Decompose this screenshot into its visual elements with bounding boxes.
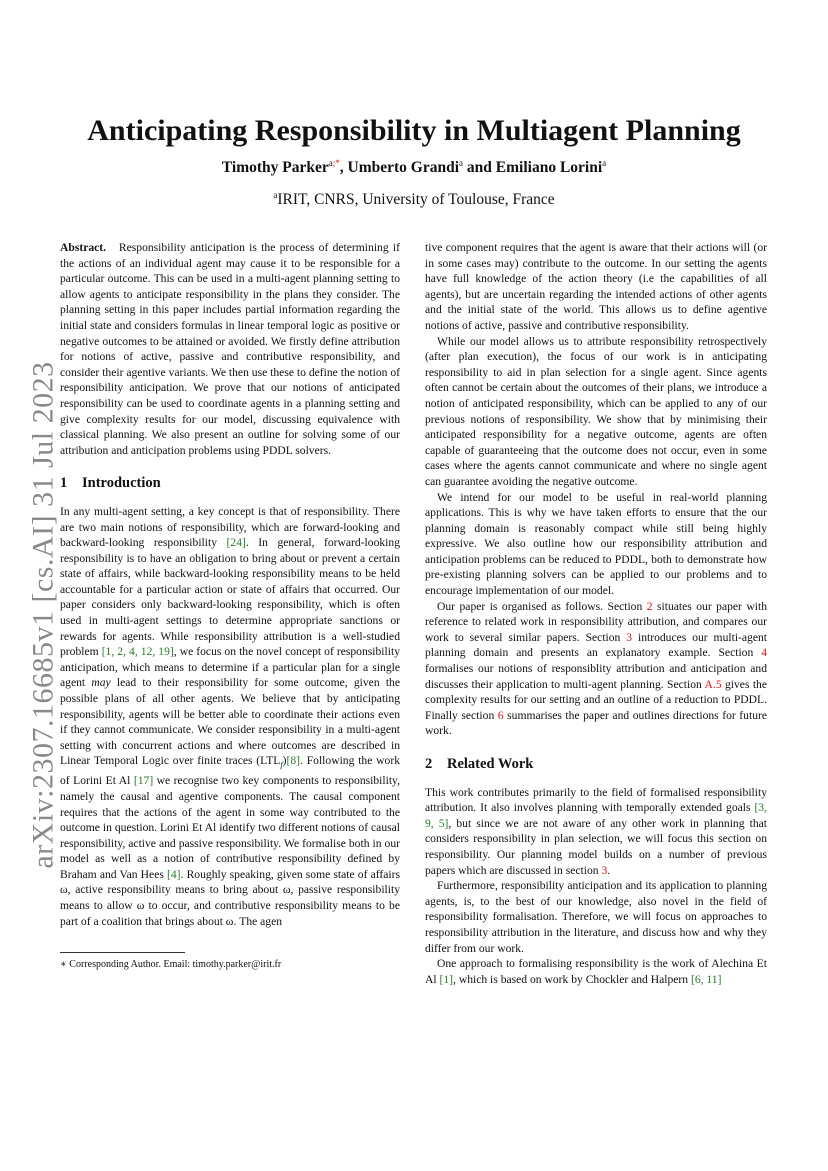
- affiliation-mark: a: [459, 158, 464, 168]
- affiliation-mark: a: [602, 158, 607, 168]
- author-list: Timothy Parker$^{a;*}$, Umberto Grandi$^a$ and Emiliano Lorini$^a$: [221, 158, 607, 177]
- section-link[interactable]: 4: [761, 646, 767, 660]
- right-column: [425, 240, 767, 987]
- affiliation: $^a$IRIT, CNRS, University of Toulouse, France: [273, 190, 555, 209]
- paper-title: Anticipating Responsibility in Multiagent Planning: [87, 114, 741, 147]
- related-paragraph: Furthermore, responsibility anticipation and its application to planning agents, is, to the best of our knowledge, also novel in the field of responsibility formalisation. Therefore, we will focus on approaches to responsibility attribution in the literature, and discuss how and why they differ from our work.: [425, 879, 767, 955]
- citation-link[interactable]: [1, 2, 4, 12, 19]: [101, 645, 174, 659]
- section-heading-introduction: 1 Introduction: [60, 475, 161, 492]
- section-link[interactable]: 6: [497, 708, 504, 722]
- citation-link[interactable]: [8]: [286, 754, 300, 768]
- arxiv-id: arXiv:2307.16685v1 [cs.AI] 31 Jul 2023: [27, 361, 60, 869]
- intro-paragraph: While our model allows us to attribute responsibility retrospectively (after plan execution), the focus of our work is in anticipating responsibility to aid in plan selection for a single agent. Since agents often cannot be certain about the outcomes of their plans, we introduce a notion of anticipated responsibility, which can be applied to any of our previous notions of responsibility. We show that by minimising their anticipated responsibility for a negative outcome, agents are often capable of guaranteeing that the outcome does not occur, even in some cases where the agents cannot communicate and where no single agent can guarantee avoiding the negative outcome.: [425, 334, 767, 488]
- intro-paragraph: Our paper is organised as follows. Section 2 situates our paper with reference to related work in responsibility attribution, and compares our work to several similar papers. Section 3 introduces our multi-agent planning domain and presents an explanatory example. Section 4 formalises our notions of responsiblity attribution and anticipation and discusses their application to multi-agent planning. Section A.5 gives the complexity results for our setting and an outline of a reduction to PDDL. Finally section 6 summarises the paper and outlines directions for future work.: [425, 599, 768, 738]
- section-link[interactable]: 3: [601, 863, 608, 877]
- section-heading-related-work: 2 Related Work: [425, 756, 534, 772]
- related-paragraph: This work contributes primarily to the field of formalised responsibility attribution. It also involves planning with temporally extended goals [3, 9, 5], but since we are not aware of any other work in planning that considers responsibility in plan selection, we will focus this section on responsibility. Our planning model builds on a number of previous papers which are discussed in section 3.: [425, 785, 767, 877]
- author-name: Timothy Parker: [221, 159, 329, 177]
- section-link[interactable]: 2: [646, 599, 653, 613]
- related-paragraph: One approach to formalising responsibility is the work of Alechina Et Al [1], which is based on work by Chockler and Halpern [6, 11]: [425, 957, 767, 986]
- intro-paragraph: tive component requires that the agent is aware that their actions will (or in some cases may) contribute to the outcome. In our setting the agents have full knowledge of the action theory (i.e the capabilities of all agents), but are uncertain regarding the intended actions of other agents and the initial state of the world. This allows us to define agentive notions of active, passive and contributive responsibility.: [425, 241, 767, 332]
- affiliation-mark: a;*: [328, 158, 340, 168]
- citation-link[interactable]: [24]: [226, 536, 246, 550]
- intro-paragraph: We intend for our model to be useful in real-world planning applications. This is why we have taken efforts to ensure that the our planning domain is reasonably compact while still being highly expressive. We also outline how our responsibility attribution and anticipation problems can be reduced to PDDL, both to demonstrate how pre-existing planning solvers can be applied to our problems and to encourage implementation of our model.: [425, 490, 767, 598]
- abstract: [60, 240, 400, 458]
- section-link[interactable]: 3: [626, 630, 633, 644]
- abstract-label: Abstract.: [60, 241, 107, 254]
- author-name: Umberto Grandi: [347, 159, 460, 177]
- arxiv-watermark: [24, 361, 64, 869]
- footnote-rule: [60, 952, 185, 953]
- citation-link[interactable]: [4]: [167, 867, 181, 881]
- abstract-text: Responsibility anticipation is the process of determining if the actions of an individual agent may cause it to be responsible for a particular outcome. This can be used in a multi-agent planning setting to allow agents to anticipate responsibility in the plans they consider. The planning setting in this paper includes partial information regarding the initial state and considers formulas in linear temporal logic as positive or negative outcomes to be attained or avoided. We firstly define attribution for notions of active, passive and contributive responsibility, and consider their agentive variants. We then use these to define the notion of responsibility anticipation. We prove that our notions of anticipated responsibility can be used to coordinate agents in a planning setting and give complexity results for our model, discussing equivalence with classical planning. We also present an outline for solving some of our attribution and anticipation problems using PDDL solvers.: [60, 241, 400, 457]
- footnote-link[interactable]: ;*: [332, 158, 340, 168]
- left-column: [60, 240, 400, 929]
- citation-link[interactable]: [1]: [439, 972, 454, 986]
- section-link[interactable]: A.5: [704, 677, 722, 691]
- citation-link[interactable]: [3, 9, 5]: [425, 801, 767, 830]
- intro-paragraph: In any multi-agent setting, a key concept is that of responsibility. There are two main notions of responsibility, which are forward-looking and backward-looking responsibility [24]. In general, forward-looking responsibility is to have an obligation to bring about or prevent a certain state of affairs, while backward-looking responsibility means to be held accountable for a particular action or state of affairs that occurred. Our paper considers only backward-looking responsibility, which is often used in multi-agent settings to determine appropriate sanctions or rewards for agents. While responsibility attribution is a well-studied problem [1, 2, 4, 12, 19], we focus on the novel concept of responsibility anticipation, which means to determine if a particular plan for a single agent may lead to their responsibility for some outcome, given the possible plans of all other agents. We believe that by anticipating responsibility, agents will be better able to coordinate their actions even if they cannot communicate. We consider responsibility in a multi-agent setting with concurrent actions and where outcomes are described in Linear Temporal Logic over finite traces $(LTL_f)[8]$. Following the work of Lorini Et Al [17] we recognise two key components to responsibility, namely the causal and agentive components. The causal component requires that the actions of the agent in some way contributed to the outcome in question. Lorini Et Al identify two different notions of causal responsibility, active and passive responsibility. We formalise both in our model as well as a notion of contributive responsibility defined by Braham and Van Hees [4]. Roughly speaking, given some state of affairs ω, active responsibility means to bring about ω, passive responsibility means to allow ω to occur, and contributive responsibility means to be part of a coalition that brings about ω. The agen: [60, 504, 400, 928]
- citation-link[interactable]: [17]: [133, 774, 154, 788]
- author-name: Emiliano Lorini: [495, 159, 603, 177]
- footnote: ∗ Corresponding Author. Email: timothy.parker@irit.fr: [60, 959, 282, 970]
- citation-link[interactable]: [6, 11]: [690, 972, 722, 986]
